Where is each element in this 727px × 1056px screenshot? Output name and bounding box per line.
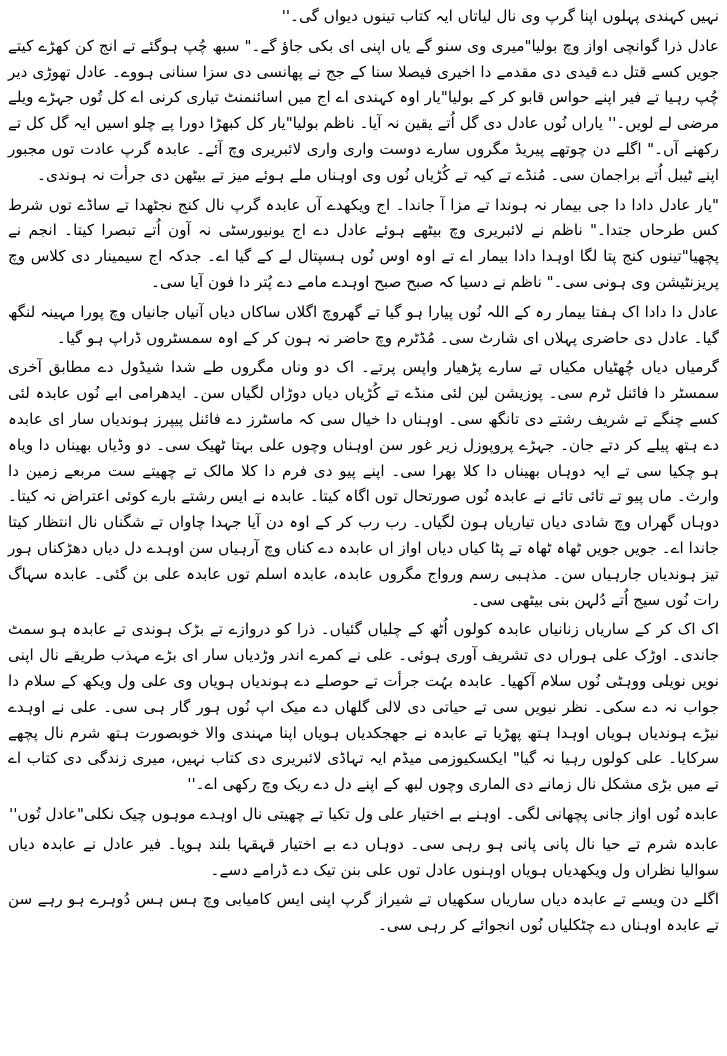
story-paragraph-9: اگلے دن ویسے تے عابدہ دیاں ساریاں سکھیاں تے شیراز گرپ اپنی ایس کامیابی وچ ہس ہس دُوہرے ہو رہے سن تے عابدہ اوہناں دے چٹکلیاں نُوں انجوائے کر رہی سی۔ [8, 890, 719, 935]
story-paragraph-7: عابدہ نُوں اواز جانی پچھانی لگی۔ اوہنے بے اختیار علی ول تکیا تے چھیتی نال اوہدے موہوں چیک نکلی"عادل تُوں'' [9, 804, 719, 823]
story-paragraph-5: گرمیاں دیاں چُھٹیاں مکیاں تے سارے پڑھیار واپس پرتے۔ اک دو وناں مگروں طے شدا شیڈول دے مطابق آخری سمسٹر دا فائنل ٹرم سی۔ پوزیشن لین لئی منڈے تے کُڑیاں دیاں دوڑاں لگیاں سن۔ ایدھرامی ابے نُوں عابدہ لئی کسے چنگے تے شریف رشتے دی تانگھ سی۔ اوہناں دا خیال سی کہ ماسٹرز دے فائنل پیپرز ہوندیاں سار ای عابدہ دے ہتھ پیلے کر دتے جان۔ جہڑے پروپوزل زیر غور سن اوہناں وچوں علی بہتا ٹھیک سی۔ دو وڈیاں بھیناں دا ویاہ ہو چکیا سی تے ایہ دوہاں بھیناں دا کلا بھرا سی۔ اپنے پیو دی فرم دا کلا مالک تے چھیتے ست مربعے زمین دا وارث۔ ماں پیو تے تائی تائے نے عابدہ نُوں صورتحال توں اگاہ کیتا۔ عابدہ نے ایس رشتے بارے کوئی اعتراض نہ کیتا۔ دوہاں گھراں وچ شادی دیاں تیاریاں ہون لگیاں۔ رب رب کر کے اوہ دن آیا جہدا چاواں تے شگناں نال انتظار کیتا جاندا اے۔ جویں جویں ٹھاہ ٹھاہ تے پٹا کیاں دیاں اواز اں عابدہ دے کناں وچ آرہیاں سن اوہدے دل دیاں دھڑکناں ہور تیز ہوندیاں جارہیاں سن۔ مذہبی رسم ورواج مگروں عابدہ، عابدہ اسلم توں عابدہ علی بن گئی۔ عابدہ سہاگ رات نُوں سیج اُتے دُلہن بنی بیٹھی سی۔ [8, 358, 719, 609]
story-paragraph-1: نہیں کہندی پہلوں اپنا گرپ وی نال لیاتاں ایہ کتاب تینوں دیواں گی۔'' [281, 7, 719, 25]
story-paragraph-8: عابدہ شرم تے حیا نال پانی پانی ہو رہی سی۔ دوہاں دے بے اختیار قہقہا بلند ہویا۔ فیر عادل نے عابدہ دیاں سوالیا نظراں ول ویکھدیاں ہویاں اوہنوں عادل توں علی بنن تیک دے ڈرامے دسے۔ [8, 834, 719, 879]
story-paragraph-2: عادل ذرا گوانچی اواز وچ بولیا"میری وی سنو گے یاں اپنی ای بکی جاؤ گے۔" سبھ چُپ ہوگئے تے انج کن کھڑے کیتے جویں کسے قتل دے قیدی دی مقدمے دا اخیری فیصلا سنا کے جج نے پھانسی دی سزا سنانی ہووے۔ عادل تھوڑی دیر چُپ رہیا تے فیر اپنے حواس قابو کر کے بولیا"یار اوہ کہندی اے اج میں اسائنمنٹ تیاری کرنی اے کل تُوں جہڑے ویلے مرضی لے لویں۔'' یاراں نُوں عادل دی گل اُتے یقین نہ آیا۔ ناظم بولیا"یار کل کبھڑا دورا پے چلو اسیں ایہ گل کل تے رکھنے آں۔" اگلے دن چوتھے پیریڈ مگروں سارے دوست واری واری لائبریری وچ آئے۔ عابدہ گرپ عادت توں مجبور اپنے ٹیبل اُتے براجمان سی۔ مُنڈے تے کیہ تے کُڑیاں نُوں وی اوہناں ملے ہوئے میز تے بیٹھن دی جرأت نہ ہوندی۔ [8, 36, 719, 184]
story-paragraph-6: اک اک کر کے ساریاں زنانیاں عابدہ کولوں اُٹھ کے چلیاں گئیاں۔ ذرا کو دروازے تے بڑک ہوندی تے عابدہ ہو سمٹ جاندی۔ اوڑک علی ہوراں دی تشریف آوری ہوئی۔ علی نے کمرے اندر وڑدیاں سار ای بڑے مہذب طریقے نال اپنی نویں نویلی ووہٹی نُوں سلام آکھیا۔ عابدہ بہُت جرأت تے حوصلے دے ہوندیاں ہویاں وی علی ول ویکھ کے سلام دا جواب نہ دے سکی۔ نظر نیویں سی تے حیاتی دی لالی گلھاں دے میک اپ نُوں ہور گار ہی سی۔ علی نے اوہدے نیڑے ہوندیاں ہویاں اوہدا ہتھ پھڑیا تے عابدہ نے جھجکدیاں ہویاں اپنا مہندی والا خوبصورت ہتھ شرم نال پچھے سرکایا۔ علی کولوں رہیا نہ گیا" ایکسکیوزمی میڈم ایہ تہاڈی لائبریری دی کتاب نہیں، میری زندگی دی کتاب اے تے میں بڑی مشکل نال زمانے دی الماری وچوں لبھ کے اپنے دل دے ریک وچ رکھی اے۔'' [8, 620, 719, 794]
story-paragraph-4: عادل دا دادا اک ہفتا بیمار رہ کے اللہ نُوں پیارا ہو گیا تے گھروچ اگلاں ساکاں دیاں آنیاں جانیاں وچ پورا مہینہ لنگھ گیا۔ عادل دی حاضری پہلاں ای شارٹ سی۔ مُڈٹرم وچ حاضر نہ ہون کر کے اوہ سمسٹروں ڈراپ ہو گیا۔ [8, 302, 719, 347]
story-paragraph-3: "یار عادل دادا دا جی بیمار نہ ہوندا تے مزا آ جاندا۔ اج ویکھدے آں عابدہ گرپ نال کنج نجٹھدا تے ساڈے توں شرط کس طرحاں جتدا۔" ناظم نے لائبریری وچ بیٹھے ہوئے عادل دے اج یونیورسٹی نہ آون اُتے تبصرا کیتا۔ انجم نے پچھیا"تینوں کنج پتا لگا اوہدا دادا بیمار اے تے اوہ اوس نُوں ہسپتال لے کے گیا اے۔ جدکہ اج سیمینار دی کلاس وچ پریزنٹیشن وی ہونی سی۔" ناظم نے دسیا کہ صبح صبح اوہدے مامے دے پُتر دا فون آیا سی۔ [8, 195, 719, 291]
